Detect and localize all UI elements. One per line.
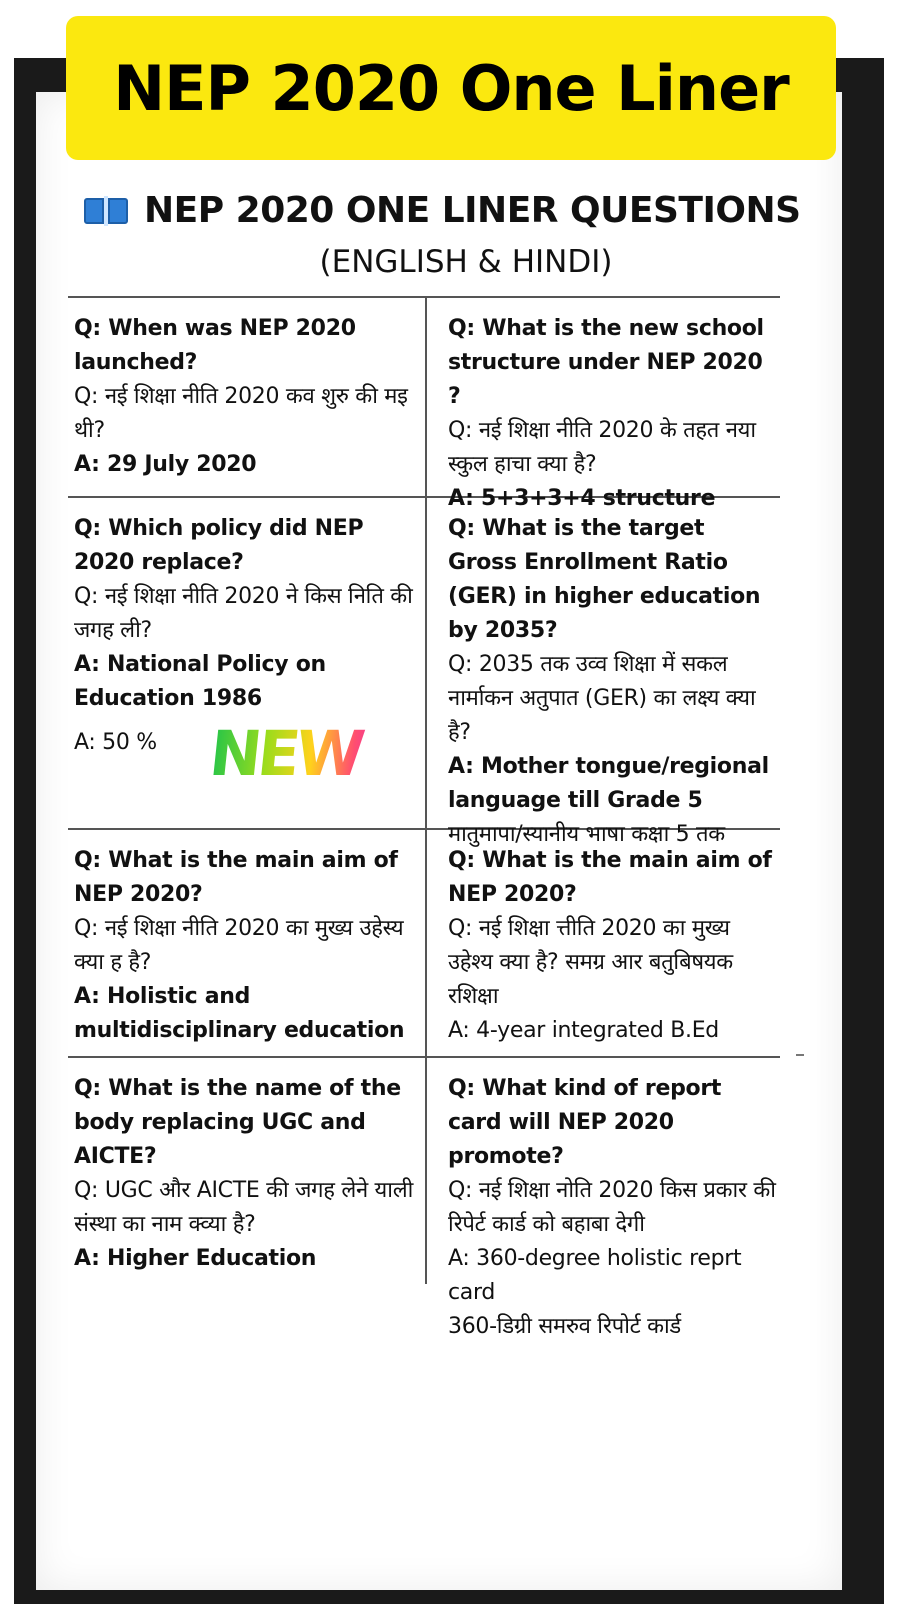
title-banner — [66, 16, 836, 160]
answer-hindi: मातुमापा/स्यानीय भाषा कक्षा 5 तक — [448, 822, 725, 847]
answer: A: 5+3+3+4 structure — [448, 486, 716, 511]
qa-cell — [448, 844, 778, 1048]
question-hindi: Q: UGC और AICTE की जगह लेने याली संस्था का नाम क्व्या है? — [74, 1178, 414, 1237]
question-english: Q: What is the name of the body replacing UGC and AICTE? — [74, 1076, 401, 1169]
new-badge: NEW — [207, 722, 398, 786]
qa-cell — [448, 312, 778, 516]
question-hindi: Q: 2035 तक उव्व शिक्षा में सकल नार्माकन अतुपात (GER) का लक्ष्य क्या है? — [448, 652, 756, 745]
answer: A: National Policy on Education 1986 — [74, 652, 326, 711]
answer: A: 360-degree holistic reprt card — [448, 1246, 742, 1305]
question-english: Q: What is the main aim of NEP 2020? — [74, 848, 398, 907]
answer: A: Higher Education — [74, 1246, 317, 1271]
banner-title: NEP 2020 One Liner — [113, 51, 789, 125]
question-hindi: Q: नई शिक्षा नीति 2020 का मुख्य उहेस्य क्या ह है? — [74, 916, 404, 975]
question-hindi: Q: नई शिक्षा नीति 2020 के तहत नया स्कुल हाचा क्या है? — [448, 418, 756, 477]
answer: A: 4-year integrated B.Ed — [448, 1018, 719, 1043]
column-divider — [425, 296, 427, 1284]
question-english: Q: When was NEP 2020 launched? — [74, 316, 356, 375]
answer: A: Mother tongue/regional language till Grade 5 — [448, 754, 769, 813]
question-hindi: Q: नई शिक्षा नोति 2020 किस प्रकार की रिपेर्ट कार्ड को बहाबा देगी — [448, 1178, 776, 1237]
section-heading — [84, 190, 824, 231]
answer: A: 29 July 2020 — [74, 452, 257, 477]
question-hindi: Q: नई शिक्षा त्तीति 2020 का मुख्य उहेश्य क्या है? समग्र आर बतुबिषयक रशिक्षा — [448, 916, 733, 1009]
question-english: Q: Which policy did NEP 2020 replace? — [74, 516, 364, 575]
answer: A: Holistic and multidisciplinary education — [74, 984, 405, 1043]
row-divider — [68, 1056, 780, 1058]
stray-mark — [796, 1054, 804, 1056]
qa-cell — [74, 312, 414, 482]
qa-cell — [74, 1072, 414, 1276]
question-english: Q: What is the new school structure under NEP 2020 ? — [448, 316, 764, 409]
answer-hindi: 360-डिग्री समरुव रिपोर्ट कार्ड — [448, 1314, 681, 1339]
qa-cell — [448, 1072, 778, 1344]
row-divider — [68, 296, 780, 298]
question-english: Q: What is the main aim of NEP 2020? — [448, 848, 772, 907]
answer-extra: A: 50 % — [74, 730, 157, 755]
question-hindi: Q: नई शिक्षा नीति 2020 कव शुरु की मइ थी? — [74, 384, 408, 443]
question-hindi: Q: नई शिक्षा नीति 2020 ने किस निति की जगह ली? — [74, 584, 413, 643]
book-icon — [84, 196, 128, 226]
question-english: Q: What kind of report card will NEP 2020 promote? — [448, 1076, 722, 1169]
heading-subtitle: (ENGLISH & HINDI) — [319, 244, 613, 280]
question-english: Q: What is the target Gross Enrollment Ratio (GER) in higher education by 2035? — [448, 516, 761, 643]
qa-cell — [74, 844, 414, 1048]
qa-cell — [448, 512, 778, 852]
heading-title: NEP 2020 ONE LINER QUESTIONS — [144, 190, 801, 231]
